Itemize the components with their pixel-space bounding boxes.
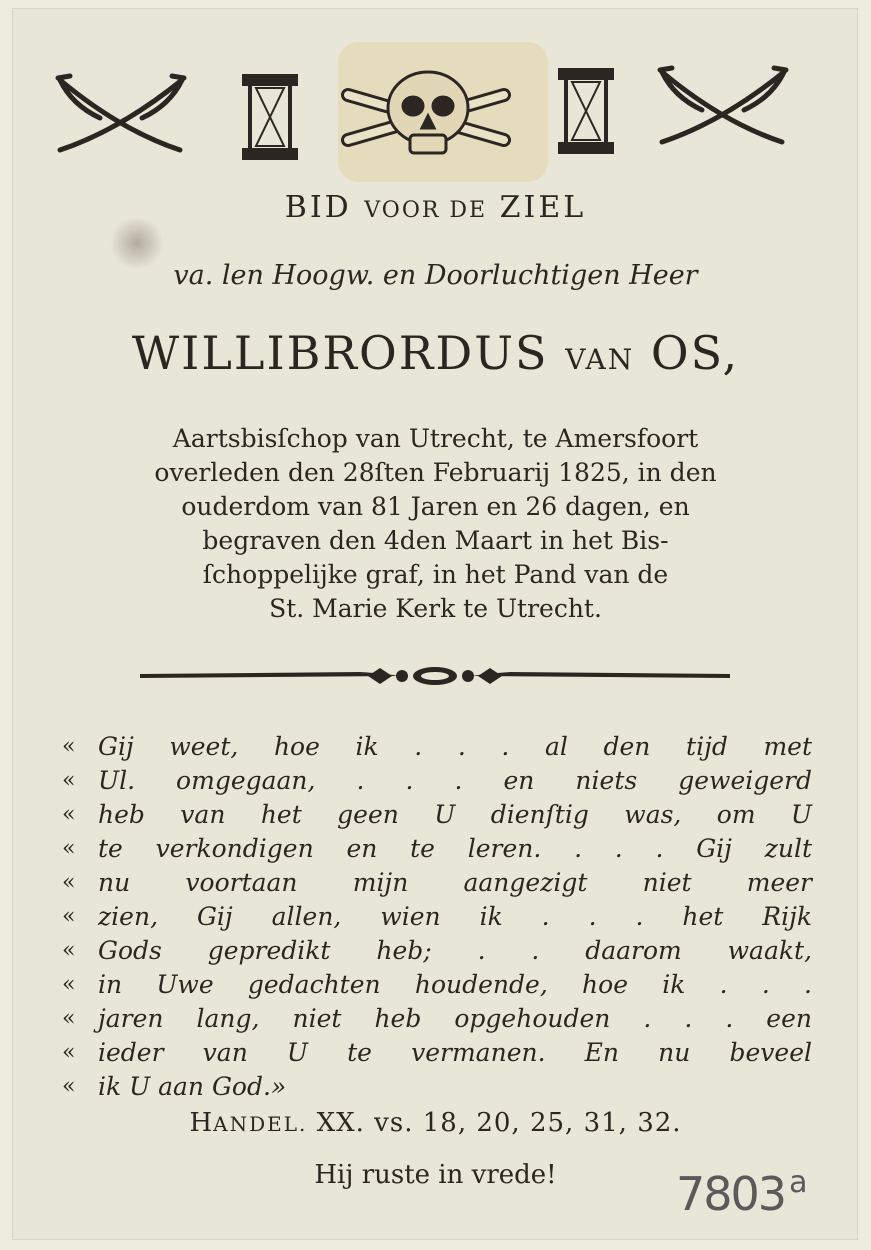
quote-text: ik U aan God.»: [98, 1072, 287, 1101]
ornamental-divider: [130, 658, 740, 694]
biography: [60, 422, 811, 626]
quote-text: Gods gepredikt heb; . . daarom waakt,: [98, 936, 812, 965]
catalog-number-suffix: a: [789, 1165, 806, 1200]
quote-mark: «: [62, 904, 76, 929]
quote-mark: «: [62, 802, 76, 827]
quote-mark: «: [62, 1040, 76, 1065]
bio-line: ouderdom van 81 Jaren en 26 dagen, en: [181, 492, 690, 521]
closing-line: Hij ruste in vrede!: [314, 1160, 557, 1190]
quote-text: jaren lang, niet heb opgehouden . . . een: [98, 1004, 812, 1033]
quote-line: [62, 1036, 812, 1070]
quote-text: zien, Gij allen, wien ik . . . het Rijk: [98, 902, 812, 931]
quote-text: te verkondigen en te leren. . . . Gij zult: [98, 834, 812, 863]
quote-line: [62, 1070, 812, 1104]
name-van: VAN: [565, 343, 635, 376]
subtitle: va. len Hoogw. en Doorluchtigen Heer: [173, 260, 698, 291]
reference-verses: XX. vs. 18, 20, 25, 31, 32.: [316, 1108, 682, 1138]
quote-text: Ul. omgegaan, . . . en niets geweigerd: [98, 766, 812, 795]
quote-mark: «: [62, 1074, 76, 1099]
bio-line: overleden den 28ſten Februarij 1825, in den: [154, 458, 717, 487]
reference-book: ANDEL.: [213, 1112, 308, 1136]
quote-line: [62, 934, 812, 968]
quote-text: in Uwe gedachten houdende, hoe ik . . .: [98, 970, 812, 999]
scripture-quote: [62, 730, 812, 1104]
quote-line: [62, 764, 812, 798]
heading-ziel: ZIEL: [499, 190, 587, 225]
heading-bid: BID: [284, 190, 352, 225]
catalog-number: [676, 1165, 805, 1221]
quote-mark: «: [62, 734, 76, 759]
quote-text: nu voortaan mijn aangezigt niet meer: [98, 868, 812, 897]
quote-line: [62, 832, 812, 866]
reference-initial: H: [189, 1108, 214, 1138]
quote-mark: «: [62, 768, 76, 793]
quote-line: [62, 866, 812, 900]
name-first: WILLIBRORDUS: [131, 326, 549, 380]
skull-crossbones-icon: [348, 72, 504, 153]
quote-mark: «: [62, 972, 76, 997]
heading: [0, 190, 871, 225]
quote-mark: «: [62, 870, 76, 895]
quote-text: Gij weet, hoe ik . . . al den tijd met: [98, 732, 812, 761]
deceased-name: [0, 326, 871, 380]
mortuary-ornaments: [0, 0, 871, 180]
bio-line: Aartsbisſchop van Utrecht, te Amersfoort: [172, 424, 699, 453]
catalog-number-digits: 7803: [676, 1167, 786, 1221]
bio-line: begraven den 4den Maart in het Bis-: [202, 526, 669, 555]
bio-line: ſchoppelijke graf, in het Pand van de: [202, 560, 669, 589]
quote-line: [62, 900, 812, 934]
hourglass-icon: [244, 76, 296, 158]
crossed-scythes-icon: [58, 76, 184, 150]
heading-voor-de: VOOR DE: [364, 198, 488, 223]
quote-line: [62, 1002, 812, 1036]
name-os: OS,: [650, 326, 740, 380]
quote-text: heb van het geen U dienſtig was, om U: [98, 800, 812, 829]
quote-mark: «: [62, 938, 76, 963]
quote-mark: «: [62, 836, 76, 861]
bio-line: St. Marie Kerk te Utrecht.: [269, 594, 602, 623]
scripture-reference: [0, 1108, 871, 1138]
quote-line: [62, 730, 812, 764]
crossed-scythes-icon: [660, 68, 786, 142]
hourglass-icon: [560, 70, 612, 152]
quote-line: [62, 798, 812, 832]
quote-text: ieder van U te vermanen. En nu beveel: [98, 1038, 812, 1067]
quote-line: [62, 968, 812, 1002]
quote-mark: «: [62, 1006, 76, 1031]
